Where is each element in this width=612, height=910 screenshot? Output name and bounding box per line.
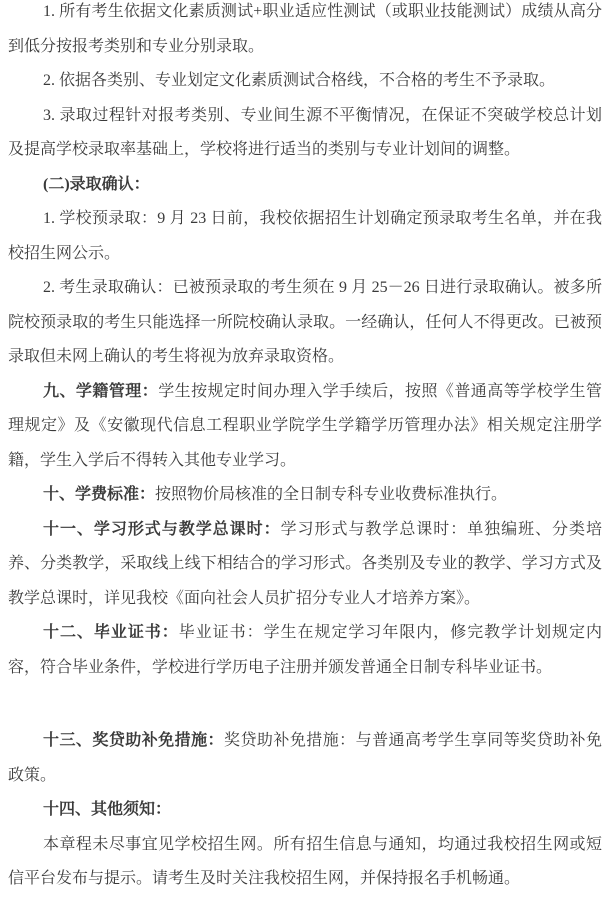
paragraph-text: 2. 考生录取确认：已被预录取的考生须在 9 月 25－26 日进行录取确认。被多所院校预录取的考生只能选择一所院校确认录取。一经确认，任何人不得更改。已被预录取但未网上确认的考生将视为放弃录取资格。	[8, 279, 602, 365]
paragraph-text: 学生按规定时间办理入学手续后，按照《普通高等学校学生管理规定》及《安徽现代信息工程职业学院学生学籍学历管理办法》相关规定注册学籍，学生入学后不得转入其他专业学习。	[8, 382, 602, 469]
paragraph-text: 1. 所有考生依据文化素质测试+职业适应性测试（或职业技能测试）成绩从高分到低分按报考类别和专业分别录取。	[8, 3, 602, 55]
paragraph-text: 奖贷助补免措施：与普通高考学生享同等奖贷助补免政策。	[8, 732, 602, 784]
paragraph-section-12-diploma	[8, 616, 602, 685]
paragraph-section-9-student-status	[8, 375, 602, 479]
paragraph-text: 2. 依据各类别、专业划定文化素质测试合格线，不合格的考生不予录取。	[43, 72, 556, 89]
paragraph-text: 按照物价局核准的全日制专科专业收费标准执行。	[155, 486, 508, 503]
paragraph-admission-rule-2	[8, 64, 602, 99]
paragraph-lead: 十三、奖贷助补免措施：	[43, 732, 224, 749]
paragraph-text: 3. 录取过程针对报考类别、专业间生源不平衡情况，在保证不突破学校总计划及提高学校录取率基础上，学校将进行适当的类别与专业计划间的调整。	[8, 106, 602, 158]
paragraph-text: 学习形式与教学总课时：单独编班、分类培养、分类教学，采取线上线下相结合的学习形式。各类别及专业的教学、学习方式及教学总课时，详见我校《面向社会人员扩招分专业人才培养方案》。	[8, 520, 602, 607]
paragraph-admission-rule-1	[8, 0, 602, 64]
paragraph-lead: 十二、毕业证书：	[43, 624, 179, 641]
paragraph-closing-notice	[8, 828, 602, 897]
paragraph-pre-admission	[8, 202, 602, 271]
paragraph-lead: (二)录取确认：	[43, 175, 150, 193]
heading-section-14-other-notes	[8, 793, 602, 828]
paragraph-section-13-financial-aid	[8, 724, 602, 793]
paragraph-lead: 十四、其他须知：	[43, 801, 172, 818]
paragraph-candidate-confirmation	[8, 271, 602, 375]
heading-admission-confirmation	[8, 168, 602, 203]
paragraph-lead: 十、学费标准：	[43, 486, 156, 503]
paragraph-admission-rule-3	[8, 99, 602, 168]
paragraph-text: 1. 学校预录取：9 月 23 日前，我校依据招生计划确定预录取考生名单，并在我校招生网公示。	[8, 210, 602, 262]
paragraph-section-11-study-form	[8, 513, 602, 617]
paragraph-text: 本章程未尽事宜见学校招生网。所有招生信息与通知，均通过我校招生网或短信平台发布与提示。请考生及时关注我校招生网，并保持报名手机畅通。	[8, 835, 602, 887]
paragraph-lead: 九、学籍管理：	[43, 382, 159, 400]
paragraph-text: 毕业证书：学生在规定学习年限内，修完教学计划规定内容，符合毕业条件，学校进行学历电子注册并颁发普通全日制专科毕业证书。	[8, 624, 602, 676]
paragraph-lead: 十一、学习形式与教学总课时：	[43, 520, 281, 538]
paragraph-section-10-tuition	[8, 478, 602, 513]
